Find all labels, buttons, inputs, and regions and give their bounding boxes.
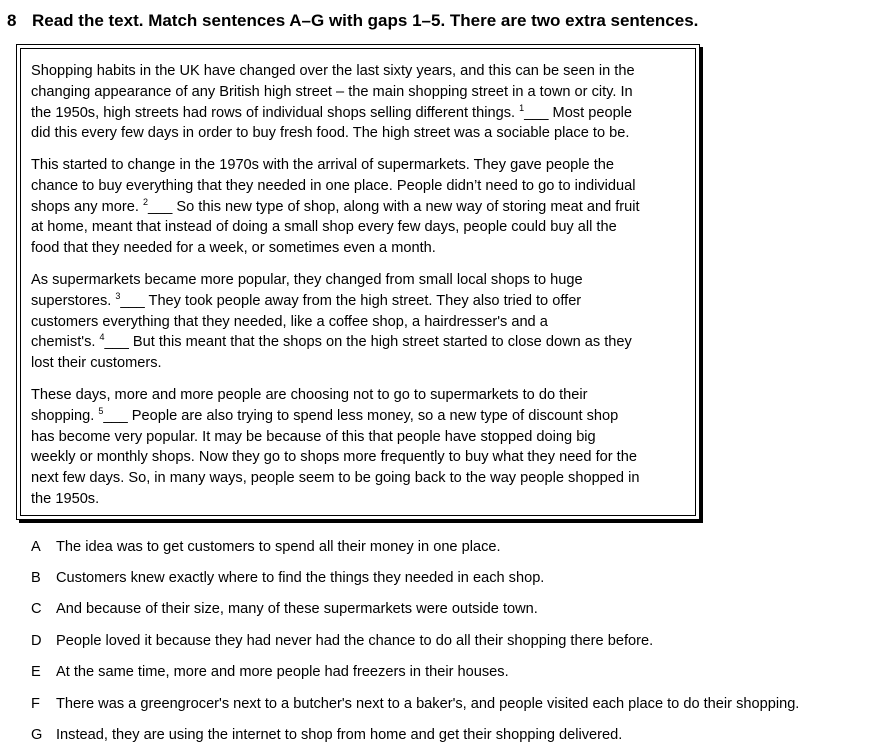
paragraph-line: did this every few days in order to buy fresh food. The high street was a sociable place to be. xyxy=(31,125,630,142)
option-text: There was a greengrocer's next to a butcher's next to a baker's, and people visited each place to do their shopping. xyxy=(56,696,800,712)
paragraph-3 xyxy=(31,270,699,374)
paragraph-line: next few days. So, in many ways, people seem to be going back to the way people shopped in xyxy=(31,470,640,487)
option-text: The idea was to get customers to spend all their money in one place. xyxy=(56,539,501,555)
option-text: People loved it because they had never had the chance to do all their shopping there before. xyxy=(56,633,654,649)
gap-blank[interactable]: ___ xyxy=(104,334,129,351)
line-text-after-gap: So this new type of shop, along with a new way of storing meat and fruit xyxy=(172,198,640,215)
gap-number: 5 xyxy=(98,405,104,416)
paragraph-line: weekly or monthly shops. Now they go to shops more frequently to buy what they need for the xyxy=(31,449,637,466)
paragraph-line xyxy=(31,103,699,124)
line-text-before-gap: superstores. xyxy=(31,292,116,309)
paragraph-line: These days, more and more people are choosing not to go to supermarkets to do their xyxy=(31,387,588,403)
option-letter: D xyxy=(31,633,42,649)
paragraph-line: This started to change in the 1970s with the arrival of supermarkets. They gave people the xyxy=(31,157,615,173)
paragraph-1 xyxy=(31,61,699,144)
line-text-after-gap: But this meant that the shops on the high street started to close down as they xyxy=(128,334,632,351)
option-letter: C xyxy=(31,601,42,617)
option-a xyxy=(31,537,501,557)
paragraph-line: changing appearance of any British high street – the main shopping street in a town or city. In xyxy=(31,83,633,100)
option-letter: G xyxy=(31,727,43,743)
line-text-after-gap: Most people xyxy=(548,104,633,121)
paragraph-line: As supermarkets became more popular, they changed from small local shops to huge xyxy=(31,272,583,288)
paragraph-line: lost their customers. xyxy=(31,355,162,372)
gap-number: 2 xyxy=(142,196,148,207)
paragraph-line: food that they needed for a week, or sometimes even a month. xyxy=(31,240,436,257)
paragraph-line xyxy=(31,332,699,353)
option-b xyxy=(31,568,544,588)
option-c xyxy=(31,599,538,619)
option-g xyxy=(31,725,622,745)
task-heading xyxy=(7,10,698,32)
gap-blank[interactable]: ___ xyxy=(147,198,173,215)
task-number: 8 xyxy=(7,11,17,30)
option-f xyxy=(31,694,799,714)
line-text-after-gap: People are also trying to spend less money, so a new type of discount shop xyxy=(127,407,619,424)
option-letter: A xyxy=(31,539,41,555)
line-text-before-gap: shopping. xyxy=(31,407,99,424)
paragraph-line: customers everything that they needed, like a coffee shop, a hairdresser's and a xyxy=(31,313,548,330)
paragraph-line: at home, meant that instead of doing a small shop every few days, people could buy all the xyxy=(31,219,617,236)
line-text-before-gap: the 1950s, high streets had rows of individual shops selling different things. xyxy=(31,104,520,121)
paragraph-line xyxy=(31,197,699,218)
line-text-after-gap: They took people away from the high street. They also tried to offer xyxy=(144,292,582,309)
option-d xyxy=(31,631,653,651)
option-text: At the same time, more and more people had freezers in their houses. xyxy=(56,664,509,680)
option-e xyxy=(31,662,509,682)
paragraph-line: Shopping habits in the UK have changed over the last sixty years, and this can be seen in the xyxy=(31,63,635,79)
gap-blank[interactable]: ___ xyxy=(524,104,549,121)
paragraph-line xyxy=(31,291,699,312)
option-text: Customers knew exactly where to find the things they needed in each shop. xyxy=(56,570,545,586)
option-text: Instead, they are using the internet to shop from home and get their shopping delivered. xyxy=(56,727,623,743)
gap-blank[interactable]: ___ xyxy=(120,292,145,309)
paragraph-2 xyxy=(31,155,699,259)
gap-blank[interactable]: ___ xyxy=(103,407,128,424)
line-text-before-gap: chemist's. xyxy=(31,334,100,351)
gap-number: 4 xyxy=(99,332,105,343)
option-letter: F xyxy=(31,696,40,712)
gap-number: 3 xyxy=(115,290,121,301)
task-instruction: Read the text. Match sentences A–G with gaps 1–5. There are two extra sentences. xyxy=(32,11,699,30)
paragraph-4 xyxy=(31,385,699,510)
option-text: And because of their size, many of these supermarkets were outside town. xyxy=(56,601,538,617)
option-letter: E xyxy=(31,664,41,680)
line-text-before-gap: shops any more. xyxy=(31,198,143,215)
paragraph-line: chance to buy everything that they needed in one place. People didn’t need to go to individual xyxy=(31,177,636,194)
option-letter: B xyxy=(31,570,41,586)
paragraph-line xyxy=(31,406,699,427)
gap-number: 1 xyxy=(519,102,525,113)
paragraph-line: the 1950s. xyxy=(31,490,100,507)
paragraph-line: has become very popular. It may be because of this that people have stopped doing big xyxy=(31,428,596,445)
